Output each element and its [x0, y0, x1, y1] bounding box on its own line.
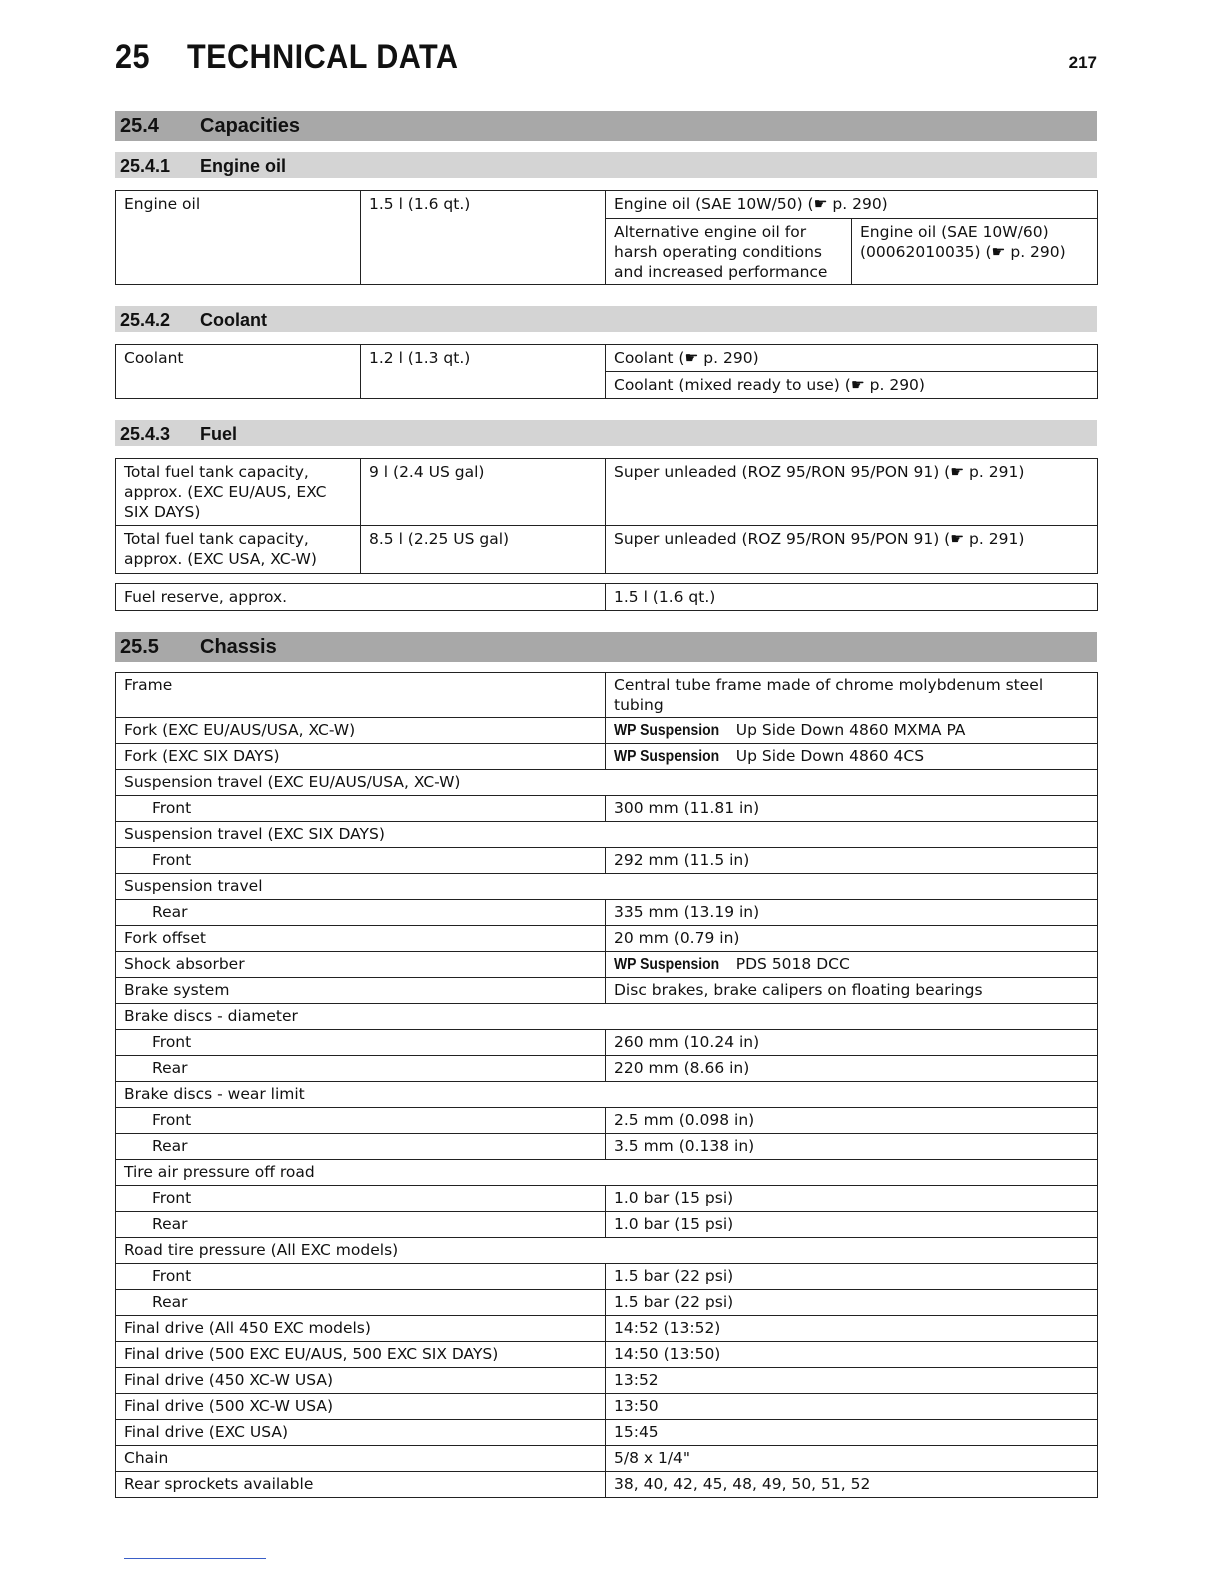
coolant-quantity: 1.2 l (1.3 qt.)	[361, 345, 606, 399]
fuel-reserve-table	[115, 583, 1098, 611]
table-row	[116, 874, 1098, 900]
spec-value-text: Up Side Down 4860 4CS	[730, 747, 925, 765]
table-row	[116, 1134, 1098, 1160]
fuel-table	[115, 458, 1098, 574]
table-row	[116, 673, 1098, 718]
spec-value: 260 mm (10.24 in)	[606, 1030, 1098, 1056]
spec-label: Rear sprockets available	[116, 1472, 606, 1498]
spec-label: Suspension travel	[116, 874, 1098, 900]
fuel-row-spec: Super unleaded (ROZ 95/RON 95/PON 91) (☛ p. 291)	[606, 526, 1098, 574]
table-row	[116, 1368, 1098, 1394]
spec-value: 15:45	[606, 1420, 1098, 1446]
table-row	[116, 718, 1098, 744]
spec-label: Suspension travel (EXC EU/AUS/USA, XC-W)	[116, 770, 1098, 796]
spec-value: 14:52 (13:52)	[606, 1316, 1098, 1342]
spec-label: Suspension travel (EXC SIX DAYS)	[116, 822, 1098, 848]
subsection-title: Engine oil	[200, 156, 287, 176]
spec-value: 300 mm (11.81 in)	[606, 796, 1098, 822]
spec-label: Shock absorber	[116, 952, 606, 978]
spec-value: 292 mm (11.5 in)	[606, 848, 1098, 874]
spec-label: Road tire pressure (All EXC models)	[116, 1238, 1098, 1264]
engine-oil-table	[115, 190, 1098, 285]
spec-value: 13:50	[606, 1394, 1098, 1420]
spec-value: 13:52	[606, 1368, 1098, 1394]
spec-value: 3.5 mm (0.138 in)	[606, 1134, 1098, 1160]
spec-label: Final drive (500 EXC EU/AUS, 500 EXC SIX DAYS)	[116, 1342, 606, 1368]
footer-rule	[124, 1558, 266, 1559]
spec-label: Brake system	[116, 978, 606, 1004]
table-row	[116, 1264, 1098, 1290]
table-row	[116, 1472, 1098, 1498]
subsection-number: 25.4.2	[120, 310, 171, 330]
section-number: 25.5	[120, 636, 159, 658]
spec-value: 220 mm (8.66 in)	[606, 1056, 1098, 1082]
chapter-heading	[115, 38, 458, 77]
spec-value: 14:50 (13:50)	[606, 1342, 1098, 1368]
fuel-reserve-label: Fuel reserve, approx.	[116, 584, 606, 611]
subsection-number: 25.4.1	[120, 156, 171, 176]
table-row	[116, 1446, 1098, 1472]
spec-value	[606, 952, 1098, 978]
spec-label: Front	[116, 796, 606, 822]
engine-oil-quantity: 1.5 l (1.6 qt.)	[361, 191, 606, 285]
spec-value: 2.5 mm (0.098 in)	[606, 1108, 1098, 1134]
spec-label: Final drive (500 XC-W USA)	[116, 1394, 606, 1420]
subsection-title: Fuel	[200, 424, 238, 444]
section-capacities	[115, 111, 1097, 141]
brand-name: WP Suspension	[614, 748, 720, 765]
spec-label: Front	[116, 1108, 606, 1134]
table-row	[116, 744, 1098, 770]
spec-label: Final drive (450 XC-W USA)	[116, 1368, 606, 1394]
table-row	[116, 1342, 1098, 1368]
table-row	[116, 796, 1098, 822]
engine-oil-label: Engine oil	[116, 191, 361, 285]
table-row	[116, 1004, 1098, 1030]
spec-value: 1.0 bar (15 psi)	[606, 1212, 1098, 1238]
spec-value: Disc brakes, brake calipers on floating bearings	[606, 978, 1098, 1004]
table-row	[116, 1056, 1098, 1082]
page-number: 217	[1068, 53, 1097, 72]
chassis-table	[115, 672, 1098, 1498]
section-number: 25.4	[120, 115, 159, 137]
spec-value: 38, 40, 42, 45, 48, 49, 50, 51, 52	[606, 1472, 1098, 1498]
table-row	[116, 1290, 1098, 1316]
table-row	[116, 1082, 1098, 1108]
engine-oil-alt-spec: Engine oil (SAE 10W/60) (00062010035) (☛ p. 290)	[852, 219, 1098, 285]
spec-label: Rear	[116, 1134, 606, 1160]
fuel-row-qty: 8.5 l (2.25 US gal)	[361, 526, 606, 574]
table-row	[116, 1394, 1098, 1420]
coolant-spec-2: Coolant (mixed ready to use) (☛ p. 290)	[606, 372, 1098, 399]
spec-label: Tire air pressure off road	[116, 1160, 1098, 1186]
spec-value-text: PDS 5018 DCC	[730, 955, 850, 973]
spec-value: 335 mm (13.19 in)	[606, 900, 1098, 926]
spec-value	[606, 718, 1098, 744]
subsection-number: 25.4.3	[120, 424, 171, 444]
subsection-fuel	[115, 420, 1097, 446]
spec-value: 5/8 x 1/4"	[606, 1446, 1098, 1472]
section-chassis	[115, 632, 1097, 662]
spec-label: Rear	[116, 1212, 606, 1238]
coolant-label: Coolant	[116, 345, 361, 399]
engine-oil-spec: Engine oil (SAE 10W/50) (☛ p. 290)	[606, 191, 1098, 219]
spec-label: Chain	[116, 1446, 606, 1472]
table-row	[116, 926, 1098, 952]
spec-label: Rear	[116, 1290, 606, 1316]
table-row	[116, 770, 1098, 796]
subsection-engine-oil	[115, 152, 1097, 178]
table-row	[116, 1420, 1098, 1446]
spec-value: 20 mm (0.79 in)	[606, 926, 1098, 952]
section-title: Capacities	[200, 115, 301, 137]
spec-label: Final drive (All 450 EXC models)	[116, 1316, 606, 1342]
section-title: Chassis	[200, 636, 277, 658]
subsection-coolant	[115, 306, 1097, 332]
spec-value: 1.5 bar (22 psi)	[606, 1264, 1098, 1290]
spec-value-text: Up Side Down 4860 MXMA PA	[730, 721, 966, 739]
chapter-title: TECHNICAL DATA	[187, 38, 459, 76]
table-row	[116, 822, 1098, 848]
spec-label: Front	[116, 848, 606, 874]
spec-label: Front	[116, 1264, 606, 1290]
fuel-row-qty: 9 l (2.4 US gal)	[361, 459, 606, 526]
coolant-table	[115, 344, 1098, 399]
fuel-row-label: Total fuel tank capacity, approx. (EXC USA, XC-W)	[116, 526, 361, 574]
table-row	[116, 1030, 1098, 1056]
table-row	[116, 952, 1098, 978]
table-row	[116, 1108, 1098, 1134]
spec-value: 1.0 bar (15 psi)	[606, 1186, 1098, 1212]
table-row	[116, 1316, 1098, 1342]
engine-oil-alt-label: Alternative engine oil for harsh operating conditions and increased performance	[606, 219, 852, 285]
coolant-spec-1: Coolant (☛ p. 290)	[606, 345, 1098, 372]
spec-label: Rear	[116, 900, 606, 926]
table-row	[116, 1160, 1098, 1186]
spec-value: 1.5 bar (22 psi)	[606, 1290, 1098, 1316]
table-row	[116, 900, 1098, 926]
spec-label: Brake discs - wear limit	[116, 1082, 1098, 1108]
fuel-row-spec: Super unleaded (ROZ 95/RON 95/PON 91) (☛ p. 291)	[606, 459, 1098, 526]
spec-value: Central tube frame made of chrome molybdenum steel tubing	[606, 673, 1098, 718]
table-row	[116, 978, 1098, 1004]
table-row	[116, 1186, 1098, 1212]
fuel-row-label: Total fuel tank capacity, approx. (EXC EU/AUS, EXC SIX DAYS)	[116, 459, 361, 526]
spec-label: Frame	[116, 673, 606, 718]
chapter-number: 25	[115, 38, 150, 76]
spec-value	[606, 744, 1098, 770]
table-row	[116, 848, 1098, 874]
brand-name: WP Suspension	[614, 956, 720, 973]
subsection-title: Coolant	[200, 310, 267, 330]
spec-label: Final drive (EXC USA)	[116, 1420, 606, 1446]
table-row	[116, 1212, 1098, 1238]
brand-name: WP Suspension	[614, 722, 720, 739]
spec-label: Rear	[116, 1056, 606, 1082]
spec-label: Front	[116, 1186, 606, 1212]
table-row	[116, 1238, 1098, 1264]
spec-label: Fork offset	[116, 926, 606, 952]
spec-label: Fork (EXC EU/AUS/USA, XC-W)	[116, 718, 606, 744]
fuel-reserve-value: 1.5 l (1.6 qt.)	[606, 584, 1098, 611]
spec-label: Brake discs - diameter	[116, 1004, 1098, 1030]
spec-label: Front	[116, 1030, 606, 1056]
spec-label: Fork (EXC SIX DAYS)	[116, 744, 606, 770]
